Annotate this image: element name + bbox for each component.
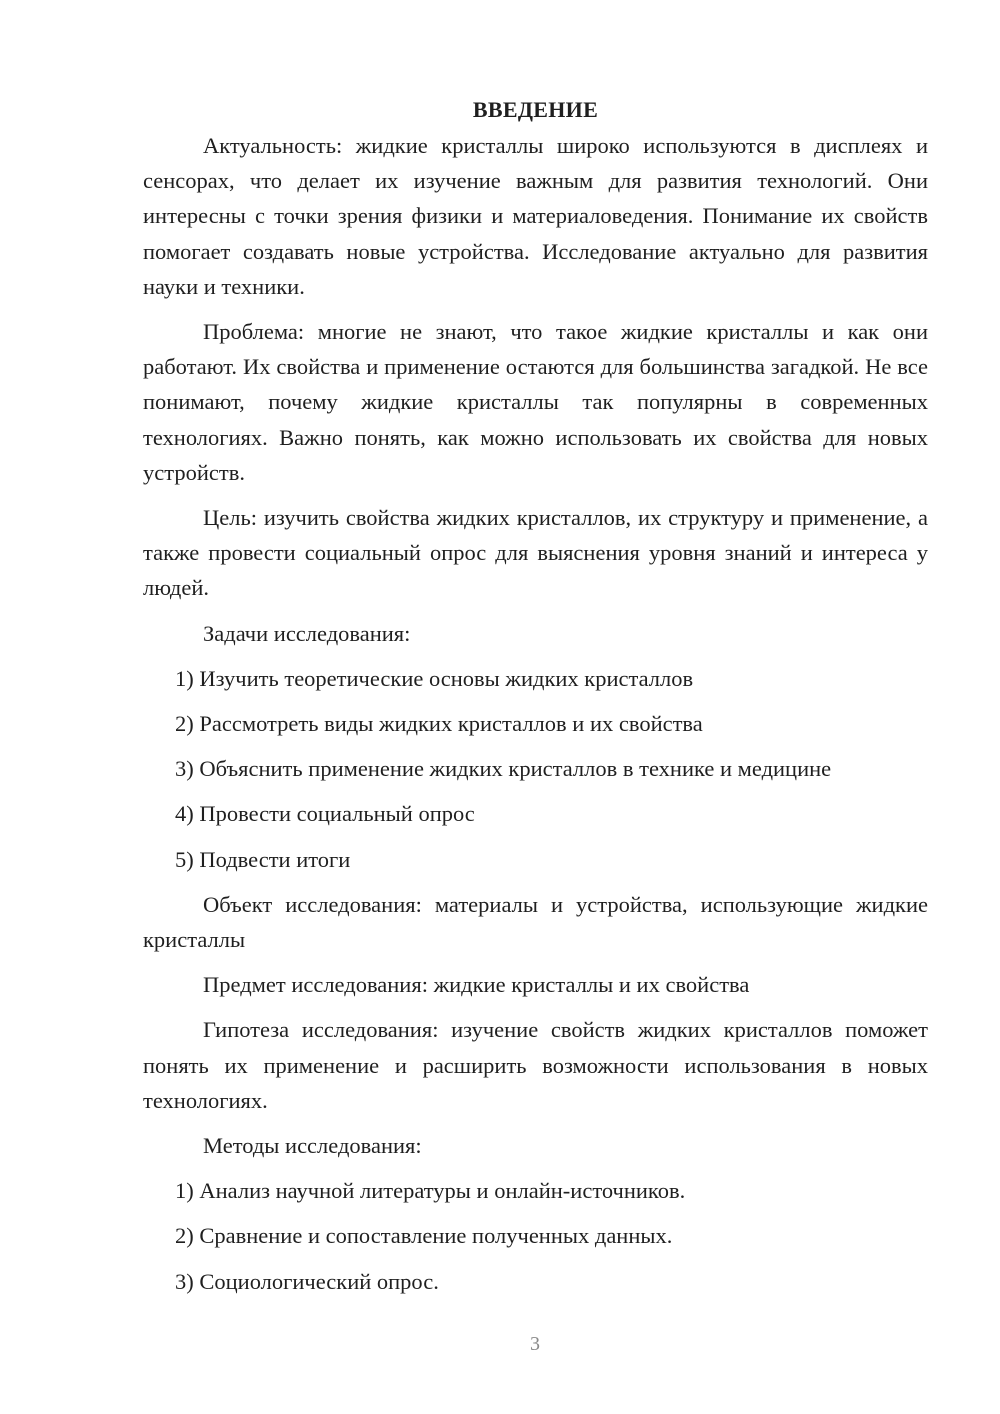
- methods-list: [143, 1173, 928, 1299]
- list-item: 3) Социологический опрос.: [175, 1268, 439, 1294]
- tasks-label: Задачи исследования:: [203, 620, 411, 646]
- methods-label: Методы исследования:: [203, 1133, 422, 1159]
- list-item: 2) Рассмотреть виды жидких кристаллов и их свойства: [175, 711, 703, 737]
- goal-paragraph: Цель: изучить свойства жидких кристаллов, их структуру и применение, а также провести социальный опрос для выяснения уровня знаний и интереса у людей.: [143, 505, 928, 601]
- hypothesis-paragraph: Гипотеза исследования: изучение свойств жидких кристаллов поможет понять их применение и расширить возможности использования в новых технологиях.: [143, 1017, 928, 1113]
- list-item: 1) Анализ научной литературы и онлайн-источников.: [175, 1178, 686, 1204]
- list-item: 2) Сравнение и сопоставление полученных данных.: [175, 1223, 673, 1249]
- page-title: ВВЕДЕНИЕ: [472, 97, 599, 122]
- tasks-list: [143, 661, 928, 877]
- page-number: 3: [530, 1333, 540, 1355]
- list-item: 5) Подвести итоги: [175, 846, 351, 872]
- subject-paragraph: Предмет исследования: жидкие кристаллы и их свойства: [203, 972, 750, 998]
- list-item: 1) Изучить теоретические основы жидких кристаллов: [175, 665, 694, 691]
- list-item: 3) Объяснить применение жидких кристаллов в технике и медицине: [175, 756, 832, 782]
- list-item: 4) Провести социальный опрос: [175, 801, 475, 827]
- document-page: [143, 92, 928, 1309]
- relevance-paragraph: Актуальность: жидкие кристаллы широко используются в дисплеях и сенсорах, что делает их изучение важным для развития технологий. Они интересны с точки зрения физики и материаловедения. Понимание их свойств помогает создавать новые устройства. Исследование актуально для развития науки и техники.: [143, 133, 928, 299]
- object-paragraph: Объект исследования: материалы и устройства, использующие жидкие кристаллы: [143, 891, 928, 953]
- problem-paragraph: Проблема: многие не знают, что такое жидкие кристаллы и как они работают. Их свойства и применение остаются для большинства загадкой. Не все понимают, почему жидкие кристаллы так популярны в современных технологиях. Важно понять, как можно использовать их свойства для новых устройств.: [143, 319, 928, 485]
